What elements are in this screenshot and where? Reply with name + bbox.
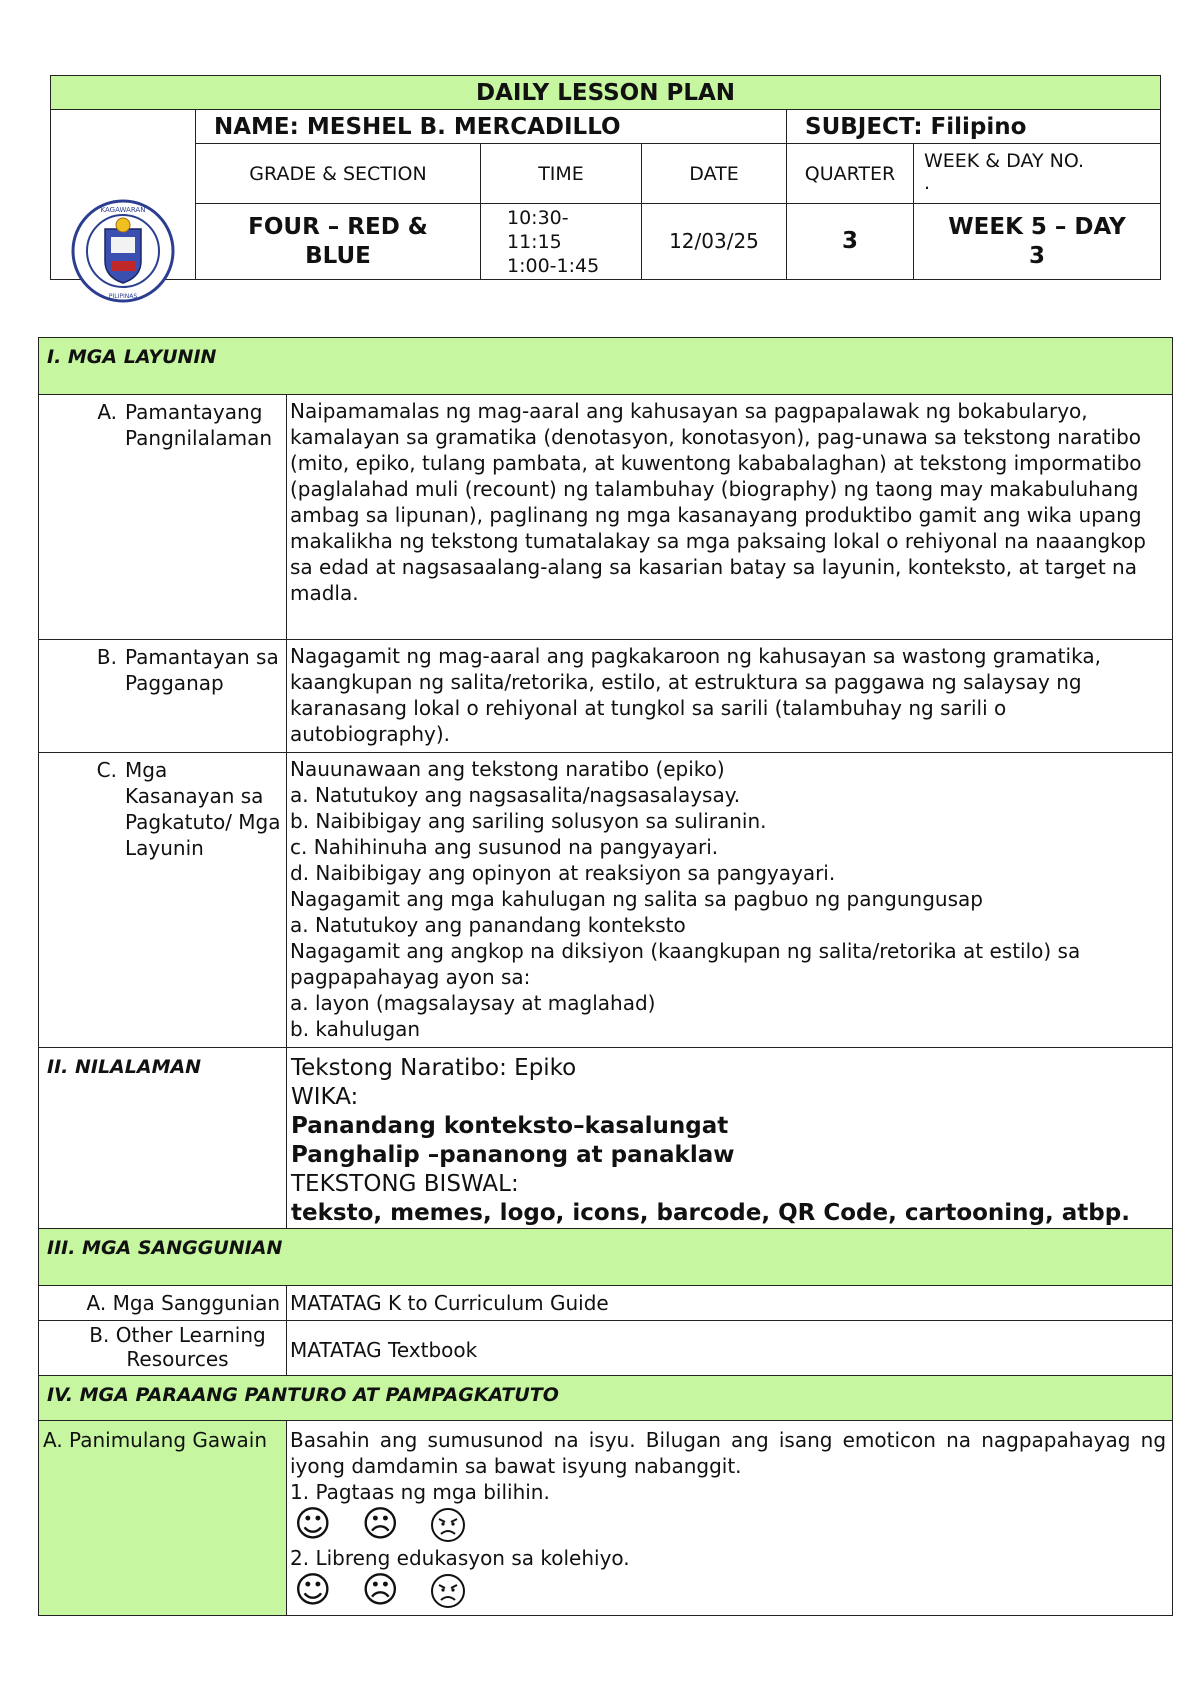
- layunin-b-label: [39, 640, 287, 753]
- section-nilalaman: II. NILALAMAN: [39, 1048, 287, 1229]
- list-item: a. Natutukoy ang nagsasalita/nagsasalaysay.: [290, 783, 741, 807]
- subject: SUBJECT: Filipino: [787, 110, 1161, 144]
- nilalaman-line: teksto, memes, logo, icons, barcode, QR Code, cartooning, atbp.: [291, 1200, 1130, 1226]
- week-line-2: 3: [1029, 242, 1046, 269]
- sanggunian-a-value: MATATAG K to Curriculum Guide: [287, 1286, 1173, 1321]
- teacher-name: NAME: MESHEL B. MERCADILLO: [196, 110, 787, 144]
- sanggunian-b-label: B. Other Learning Resources: [39, 1321, 287, 1376]
- list-item: Nagagamit ang angkop na diksiyon (kaangkupan ng salita/retorika at estilo) sa pagpapahayag ayon sa:: [290, 939, 1081, 989]
- layunin-b-letter: B.: [96, 645, 117, 669]
- layunin-a-letter: A.: [97, 400, 117, 424]
- grade-section-label: GRADE & SECTION: [196, 144, 481, 204]
- sanggunian-a-label: A. Mga Sanggunian: [39, 1286, 287, 1321]
- layunin-c-label: [39, 753, 287, 1048]
- list-item: b. kahulugan: [290, 1017, 421, 1041]
- date-label: DATE: [642, 144, 787, 204]
- layunin-a-label-text: Pamantayang Pangnilalaman: [125, 400, 273, 450]
- svg-text:PILIPINAS: PILIPINAS: [108, 293, 138, 300]
- list-item: d. Naibibigay ang opinyon at reaksiyon sa pangyayari.: [290, 861, 836, 885]
- layunin-c-label-text: Mga Kasanayan sa Pagkatuto/ Mga Layunin: [125, 758, 281, 860]
- time-line-2: 11:15: [507, 230, 562, 253]
- nilalaman-line: Panghalip –pananong at panaklaw: [291, 1142, 735, 1168]
- section-paraan: IV. MGA PARAANG PANTURO AT PAMPAGKATUTO: [39, 1376, 1173, 1421]
- layunin-a-text: Naipamamalas ng mag-aaral ang kahusayan sa pagpapalawak ng bokabularyo, kamalayan sa gramatika (denotasyon, konotasyon), pag-unawa sa tekstong naratibo (mito, epiko, tulang pambata, at kuwentong kababalaghan) at tekstong impormatibo (paglalahad muli (recount) ng talambuhay (biography) ng taong may makabuluhang ambag sa lipunan), paglinang ng mga kasanayang produktibo gamit ang wika upang makalikha ng tekstong tumatalakay sa mga paksaing lokal o rehiyonal na naaangkop sa edad at nagsasaalang-alang sa kasarian batay sa layunin, konteksto, at target na madla.: [287, 395, 1173, 640]
- list-item: b. Naibibigay ang sariling solusyon sa suliranin.: [290, 809, 767, 833]
- time-value: [481, 204, 642, 280]
- page-title: DAILY LESSON PLAN: [51, 76, 1161, 110]
- happy-face-icon[interactable]: ☺: [294, 1570, 332, 1611]
- section-layunin: I. MGA LAYUNIN: [39, 338, 1173, 395]
- week-day-label-text: WEEK & DAY NO.: [924, 150, 1085, 172]
- grade-line-2: BLUE: [305, 242, 371, 269]
- layunin-b-label-text: Pamantayan sa Pagganap: [125, 645, 279, 695]
- layunin-c-list: [287, 753, 1173, 1048]
- list-item: Nagagamit ang mga kahulugan ng salita sa pagbuo ng pangungusap: [290, 887, 983, 911]
- emoticon-row-2: [290, 1571, 1166, 1611]
- emoticon-row-1: [290, 1505, 1166, 1545]
- nilalaman-line: WIKA:: [291, 1084, 359, 1110]
- list-item: Nauunawaan ang tekstong naratibo (epiko): [290, 757, 725, 781]
- angry-face-icon[interactable]: [429, 1506, 467, 1544]
- lesson-plan-body: [38, 337, 1173, 1616]
- paraan-a-content: [287, 1421, 1173, 1616]
- issue-item-1: 1. Pagtaas ng mga bilihin.: [290, 1480, 550, 1504]
- grade-line-1: FOUR – RED &: [248, 213, 428, 240]
- deped-seal-icon: [71, 199, 175, 303]
- sad-face-icon[interactable]: ☹: [361, 1570, 400, 1611]
- lesson-plan-header: [50, 75, 1161, 300]
- grade-section-value: [196, 204, 481, 280]
- week-day-label-dot: .: [924, 172, 931, 194]
- nilalaman-line: TEKSTONG BISWAL:: [291, 1171, 519, 1197]
- paraan-intro: Basahin ang sumusunod na isyu. Bilugan ang isang emoticon na nagpapahayag ng iyong damdamin sa bawat isyung nabanggit.: [290, 1428, 1167, 1478]
- section-sanggunian: III. MGA SANGGUNIAN: [39, 1229, 1173, 1286]
- nilalaman-content: [287, 1048, 1173, 1229]
- nilalaman-line: Panandang konteksto–kasalungat: [291, 1113, 729, 1139]
- list-item: c. Nahihinuha ang susunod na pangyayari.: [290, 835, 719, 859]
- angry-face-icon[interactable]: [429, 1572, 467, 1610]
- nilalaman-line: Tekstong Naratibo: Epiko: [291, 1055, 577, 1081]
- sanggunian-b-value: MATATAG Textbook: [287, 1321, 1173, 1376]
- time-label: TIME: [481, 144, 642, 204]
- week-day-value: [914, 204, 1161, 280]
- logo-cell: [51, 110, 196, 300]
- quarter-label: QUARTER: [787, 144, 914, 204]
- week-day-label: [914, 144, 1161, 204]
- week-line-1: WEEK 5 – DAY: [948, 213, 1126, 240]
- happy-face-icon[interactable]: ☺: [294, 1504, 332, 1545]
- layunin-a-label: [39, 395, 287, 640]
- date-value: 12/03/25: [642, 204, 787, 280]
- list-item: a. Natutukoy ang panandang konteksto: [290, 913, 686, 937]
- issue-item-2: 2. Libreng edukasyon sa kolehiyo.: [290, 1546, 630, 1570]
- time-line-3: 1:00-1:45: [507, 254, 600, 277]
- time-line-1: 10:30-: [507, 206, 569, 229]
- layunin-c-letter: C.: [96, 758, 117, 782]
- sad-face-icon[interactable]: ☹: [361, 1504, 400, 1545]
- paraan-a-label: A. Panimulang Gawain: [39, 1421, 287, 1616]
- quarter-value: 3: [787, 204, 914, 280]
- layunin-b-text: Nagagamit ng mag-aaral ang pagkakaroon ng kahusayan sa wastong gramatika, kaangkupan ng salita/retorika, estilo, at estruktura sa paggawa ng salaysay ng karanasang lokal o rehiyonal at tungkol sa sarili (talambuhay ng sarili o autobiography).: [287, 640, 1173, 753]
- list-item: a. layon (magsalaysay at maglahad): [290, 991, 656, 1015]
- svg-text:KAGAWARAN: KAGAWARAN: [100, 206, 146, 214]
